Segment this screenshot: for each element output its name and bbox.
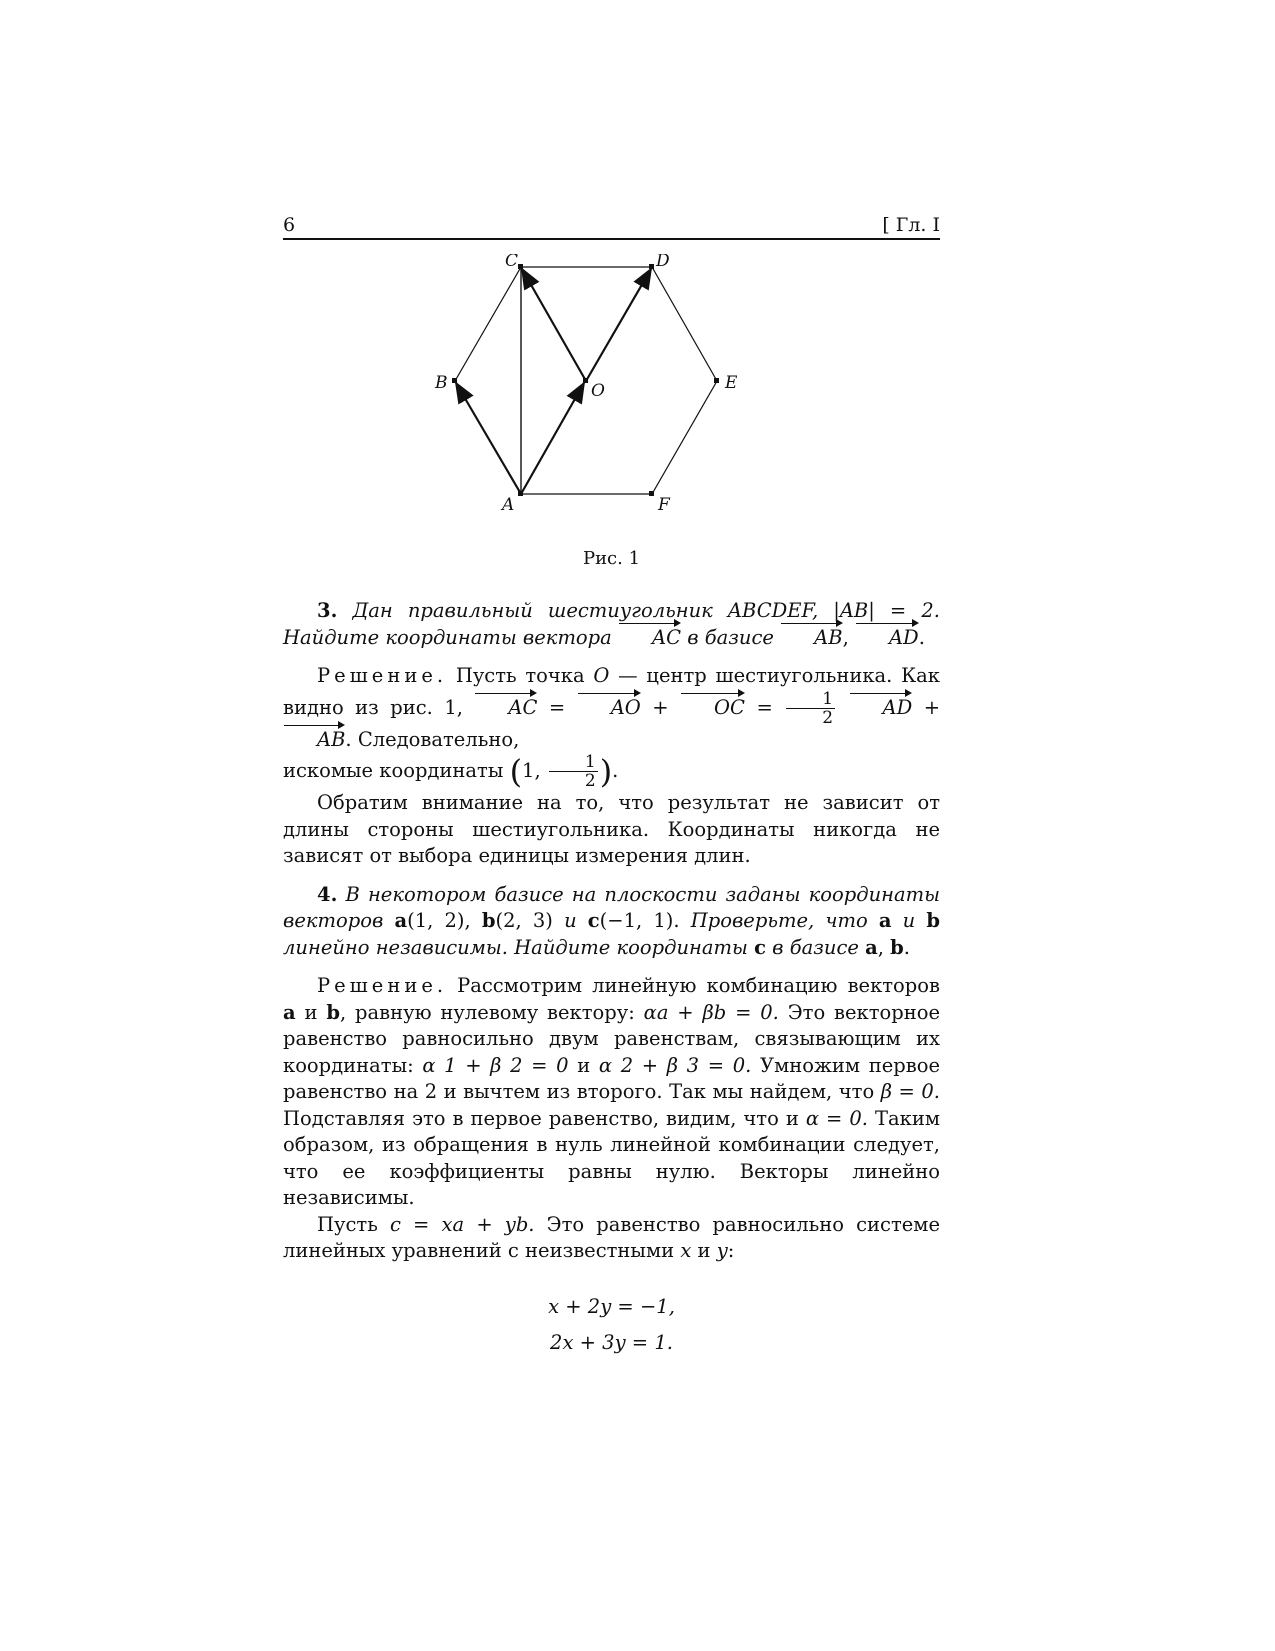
math-sign: =	[756, 695, 773, 719]
solution-label: Решение.	[317, 664, 448, 687]
punctuation: .	[612, 759, 619, 782]
solution-label: Решение.	[317, 974, 448, 997]
label-c: C	[505, 254, 519, 271]
vector-ac: AC	[618, 625, 681, 652]
problem-text: В некотором базисе на плоскости заданы координаты векторов	[283, 882, 940, 932]
math-sign: +	[923, 695, 941, 719]
label-f: F	[658, 495, 670, 515]
problem-4: 4. В некотором базисе на плоскости заданы координаты векторов a(1, 2), b(2, 3) и c(−1, 1). Проверьте, что a и b линейно независимы. Найдите координаты c в базисе a, b.	[283, 882, 941, 959]
hexagon-name: ABCDEF,	[727, 599, 819, 622]
equation: β = 0.	[880, 1080, 940, 1103]
equation: α 2 + β 3 = 0.	[598, 1053, 752, 1077]
label-a: A	[502, 495, 515, 515]
solution-4-continued	[283, 1212, 940, 1265]
vector-a: a	[865, 935, 878, 959]
equation: α = 0.	[805, 1106, 868, 1130]
problem-text: линейно независимы. Найдите координаты	[283, 935, 748, 959]
problem-number: 3.	[317, 599, 338, 622]
point-d	[649, 264, 654, 269]
figure-caption: Рис. 1	[582, 548, 641, 569]
vector-oc: OC	[680, 695, 745, 722]
point-a	[518, 491, 523, 496]
math-sign: +	[652, 695, 669, 719]
label-d: D	[656, 254, 670, 271]
vector-ad: AD	[849, 695, 913, 722]
vector-c: c	[587, 909, 600, 932]
vector-ab: AB	[780, 625, 842, 652]
body-text	[283, 598, 940, 1361]
problem-text: Найдите координаты вектора	[283, 625, 612, 649]
problem-text: в базисе	[772, 935, 859, 959]
coordinates: (−1, 1).	[599, 909, 680, 932]
hexagon-figure	[433, 254, 773, 524]
fraction-half	[786, 690, 835, 727]
frac-denominator: 2	[584, 771, 596, 791]
vector-ab: AB	[283, 727, 345, 754]
vector-ad: AD	[855, 625, 919, 652]
equation: c = xa + yb.	[389, 1212, 535, 1236]
problem-text: и	[564, 909, 577, 932]
solution-text: Это векторное равенство равносильно двум равенствам, связывающим их координаты:	[283, 1000, 941, 1077]
solution-3	[283, 663, 940, 790]
solution-4	[283, 973, 940, 1212]
system-equation-2: 2x + 3y = 1.	[550, 1330, 673, 1354]
vector-a: a	[878, 909, 892, 932]
vector-ao	[521, 383, 584, 494]
vector-b: b	[926, 909, 941, 932]
problem-number: 4.	[317, 882, 338, 906]
frac-denominator: 2	[822, 707, 834, 728]
solution-text: Пусть	[317, 1212, 378, 1236]
solution-text: Подставляя это в первое равенство, видим, что и	[283, 1106, 799, 1130]
vector-oc	[522, 269, 586, 381]
vector-od	[586, 269, 651, 381]
solution-text: Это равенство равносильно системе линейных уравнений с неизвестными	[283, 1212, 940, 1262]
equation: αa + βb = 0.	[643, 1000, 779, 1024]
problem-text: Дан правильный шестиугольник	[352, 599, 713, 622]
paren: (	[509, 752, 523, 791]
coordinate: 1,	[522, 759, 541, 782]
math-sign: =	[548, 695, 566, 719]
solution-text: Таким образом, из обращения в нуль линейной комбинации следует, что ее коэффициенты равны нулю. Векторы линейно независимы.	[283, 1106, 940, 1209]
vector-b: b	[326, 1000, 340, 1024]
point-c	[518, 264, 523, 269]
chapter-label: [ Гл. I	[882, 214, 940, 236]
label-e: E	[725, 373, 738, 393]
equation: α 1 + β 2 = 0	[422, 1053, 569, 1077]
solution-text: и	[304, 1000, 318, 1024]
equation-system	[283, 1289, 940, 1361]
label-o: O	[591, 381, 605, 401]
solution-text: Рассмотрим линейную комбинацию векторов	[457, 974, 940, 997]
fraction-half	[549, 753, 598, 790]
vector-a: a	[283, 1000, 296, 1024]
variable-y: y	[716, 1239, 728, 1262]
symbol-o: O	[593, 664, 610, 687]
side-length: |AB| = 2.	[833, 599, 940, 622]
vector-ac: AC	[474, 695, 537, 722]
point-b	[452, 378, 457, 383]
page-number: 6	[283, 214, 296, 236]
coordinates: (1, 2),	[407, 909, 471, 932]
problem-text: в базисе	[687, 625, 774, 649]
solution-text: . Следовательно,	[345, 727, 520, 751]
paren: )	[599, 752, 613, 791]
frac-numerator: 1	[549, 753, 598, 772]
vector-b: b	[890, 935, 904, 959]
solution-text: , равную нулевому вектору:	[340, 1000, 635, 1024]
variable-x: x	[680, 1239, 692, 1262]
system-equation-1: x + 2y = −1,	[548, 1294, 675, 1318]
punctuation: .	[903, 935, 910, 959]
solution-text: Пусть точка	[455, 664, 585, 687]
point-o	[583, 378, 588, 383]
label-b: B	[435, 373, 448, 393]
problem-3: 3. Дан правильный шестиугольник ABCDEF, |AB| = 2. Найдите координаты вектора AC в базисе AB, AD.	[283, 598, 940, 651]
running-header	[283, 214, 940, 240]
problem-text: и	[902, 909, 916, 932]
point-e	[714, 378, 719, 383]
vector-ab	[456, 383, 521, 494]
solution-text: — центр шестиугольника. Как видно из рис. 1,	[283, 664, 940, 719]
solution-text: Умножим первое равенство на 2 и вычтем из второго. Так мы найдем, что	[283, 1053, 941, 1103]
solution-text: искомые координаты	[283, 759, 504, 782]
vector-c: c	[754, 935, 766, 959]
coordinates: (2, 3)	[495, 909, 553, 932]
point-f	[649, 491, 654, 496]
punctuation: :	[727, 1239, 735, 1262]
vector-ao: AO	[577, 695, 641, 722]
page	[283, 214, 941, 1354]
problem-text: Проверьте, что	[690, 909, 868, 932]
remark-paragraph: Обратим внимание на то, что результат не зависит от длины стороны шестиугольника. Координаты никогда не зависят от выбора единицы измерения длин.	[283, 791, 940, 867]
solution-text: и	[577, 1053, 591, 1077]
vector-b: b	[481, 909, 496, 932]
vector-a: a	[394, 909, 408, 932]
solution-text: и	[697, 1239, 711, 1262]
frac-numerator: 1	[786, 690, 835, 709]
